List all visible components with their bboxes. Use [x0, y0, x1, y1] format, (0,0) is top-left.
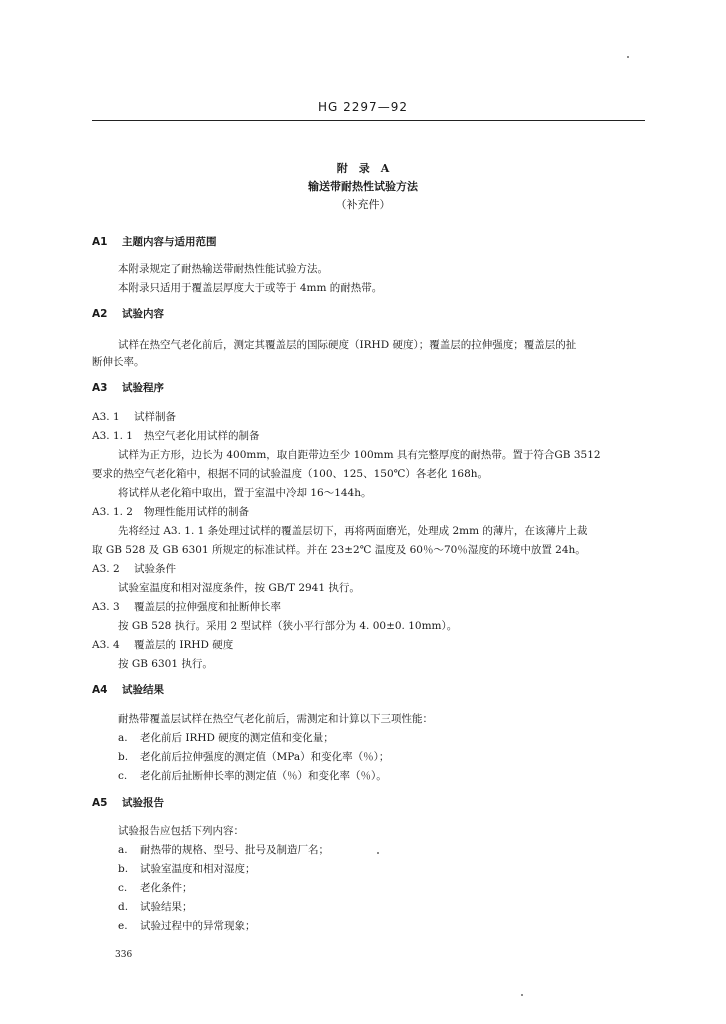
section-a1-heading — [92, 235, 217, 249]
header-rule — [92, 120, 645, 121]
paragraph: 试样为正方形，边长为 400mm，取自距带边至少 100mm 具有完整厚度的耐热带。置于符合GB 3512 — [118, 449, 601, 461]
paragraph: 试样在热空气老化前后，测定其覆盖层的国际硬度（IRHD 硬度）；覆盖层的拉伸强度；覆盖层的扯 — [118, 339, 577, 351]
subsection-number: A3. 1. 1 — [92, 430, 133, 442]
section-title: 试验报告 — [122, 797, 164, 809]
list-marker: a. — [118, 844, 128, 856]
list-marker: e. — [118, 920, 128, 932]
section-title: 试验内容 — [122, 308, 164, 320]
scan-speck — [627, 56, 629, 58]
list-marker: b. — [118, 863, 129, 875]
list-text: 试验室温度和相对湿度； — [140, 863, 256, 875]
paragraph: 将试样从老化箱中取出，置于室温中冷却 16～144h。 — [118, 487, 372, 499]
section-a4-heading — [92, 683, 164, 697]
section-title: 试验程序 — [122, 382, 164, 394]
section-number: A4 — [92, 684, 108, 696]
list-item — [118, 731, 334, 745]
section-a3-heading — [92, 381, 164, 395]
page-number: 336 — [115, 950, 133, 960]
list-text: 老化条件； — [140, 882, 193, 894]
paragraph: 耐热带覆盖层试样在热空气老化前后，需测定和计算以下三项性能： — [118, 713, 433, 725]
list-item — [118, 769, 387, 783]
subsection-a3-2-heading — [92, 562, 176, 576]
subsection-a3-1-2-heading — [92, 505, 249, 519]
subsection-title: 试样制备 — [134, 411, 176, 423]
paragraph: 断伸长率。 — [92, 356, 145, 368]
list-text: 试验过程中的异常现象； — [140, 920, 256, 932]
subsection-a3-1-1-heading — [92, 429, 260, 443]
subsection-a3-3-heading — [92, 600, 281, 614]
paragraph: 按 GB 6301 执行。 — [118, 658, 213, 670]
section-title: 主题内容与适用范围 — [122, 236, 217, 248]
section-number: A5 — [92, 797, 108, 809]
subsection-a3-1-heading — [92, 410, 176, 424]
paragraph: 本附录只适用于覆盖层厚度大于或等于 4mm 的耐热带。 — [118, 282, 383, 294]
subsection-number: A3. 1 — [92, 411, 120, 423]
appendix-label: 附 录 A — [336, 162, 390, 175]
section-number: A1 — [92, 236, 108, 248]
subsection-a3-4-heading — [92, 638, 233, 652]
section-number: A3 — [92, 382, 108, 394]
appendix-title: 输送带耐热性试验方法 — [308, 180, 418, 193]
list-text: 老化前后拉伸强度的测定值（MPa）和变化率（％）； — [140, 751, 390, 763]
paragraph: 本附录规定了耐热输送带耐热性能试验方法。 — [118, 263, 328, 275]
section-a5-heading — [92, 796, 164, 810]
paragraph: 取 GB 528 及 GB 6301 所规定的标准试样。并在 23±2℃ 温度及 60％～70％湿度的环境中放置 24h。 — [92, 544, 586, 556]
list-marker: b. — [118, 751, 129, 763]
subsection-title: 试验条件 — [134, 563, 176, 575]
section-a2-heading — [92, 307, 164, 321]
paragraph: 要求的热空气老化箱中，根据不同的试验温度（100、125、150℃）各老化 168h。 — [92, 468, 489, 480]
list-marker: d. — [118, 901, 129, 913]
paragraph: 试验室温度和相对湿度条件，按 GB/T 2941 执行。 — [118, 582, 360, 594]
subsection-number: A3. 4 — [92, 639, 120, 651]
list-item — [118, 843, 329, 857]
paragraph: 先将经过 A3. 1. 1 条处理过试样的覆盖层切下，再将两面磨光，处理成 2mm 的薄片，在该薄片上裁 — [118, 525, 588, 537]
scan-speck — [377, 852, 379, 854]
section-number: A2 — [92, 308, 108, 320]
standard-code-header: HG 2297—92 — [318, 100, 408, 114]
list-item — [118, 900, 193, 914]
list-item — [118, 862, 256, 876]
scan-speck — [521, 994, 523, 996]
list-marker: a. — [118, 732, 128, 744]
subsection-title: 热空气老化用试样的制备 — [144, 430, 260, 442]
list-marker: c. — [118, 770, 128, 782]
list-item — [118, 881, 193, 895]
paragraph: 试验报告应包括下列内容： — [118, 825, 244, 837]
list-text: 耐热带的规格、型号、批号及制造厂名； — [140, 844, 329, 856]
subsection-number: A3. 3 — [92, 601, 120, 613]
appendix-note: （补充件） — [335, 198, 391, 211]
list-text: 老化前后扯断伸长率的测定值（％）和变化率（％）。 — [140, 770, 387, 782]
list-marker: c. — [118, 882, 128, 894]
paragraph: 按 GB 528 执行。采用 2 型试样（狭小平行部分为 4. 00±0. 10mm）。 — [118, 620, 458, 632]
subsection-number: A3. 1. 2 — [92, 506, 133, 518]
list-item — [118, 750, 389, 764]
subsection-title: 覆盖层的拉伸强度和扯断伸长率 — [134, 601, 281, 613]
section-title: 试验结果 — [122, 684, 164, 696]
subsection-title: 物理性能用试样的制备 — [144, 506, 249, 518]
subsection-number: A3. 2 — [92, 563, 120, 575]
list-item — [118, 919, 256, 933]
subsection-title: 覆盖层的 IRHD 硬度 — [134, 639, 234, 651]
list-text: 试验结果； — [140, 901, 193, 913]
list-text: 老化前后 IRHD 硬度的测定值和变化量； — [140, 732, 334, 744]
